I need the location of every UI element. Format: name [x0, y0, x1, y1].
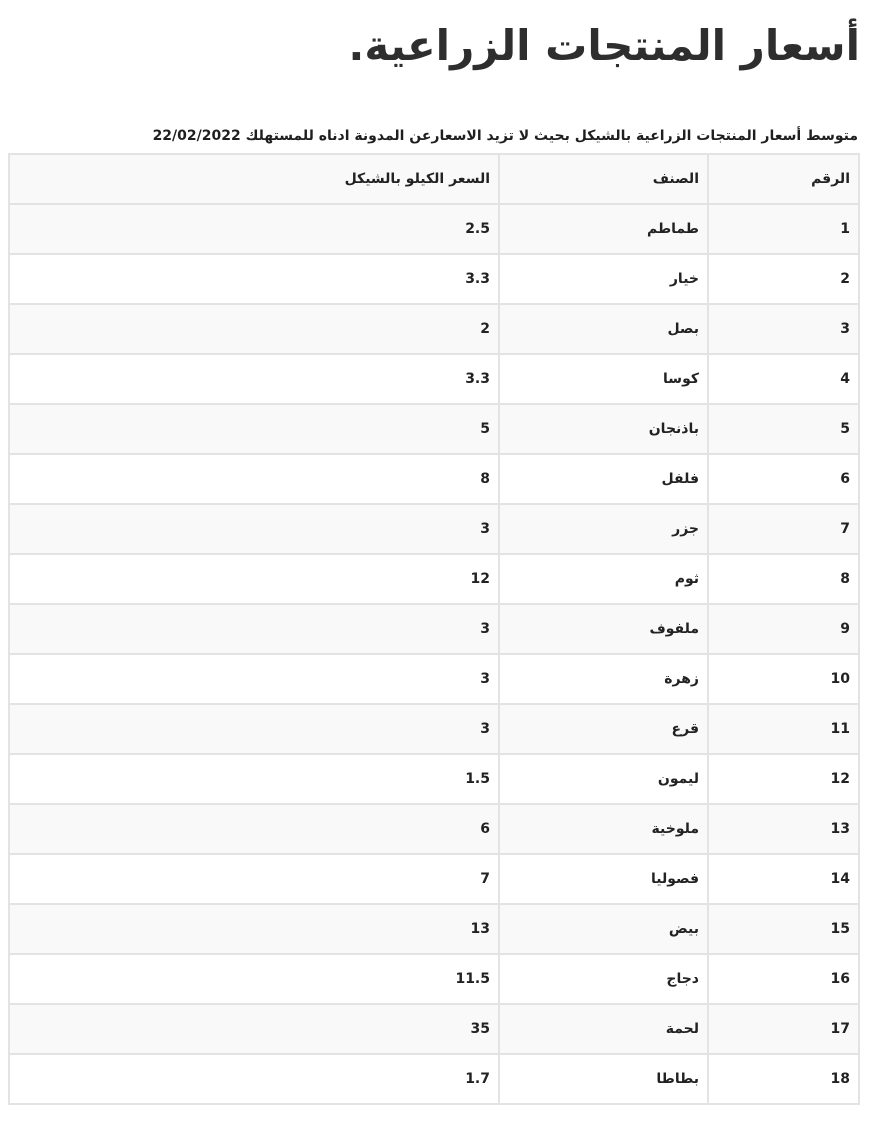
cell-number: 9 — [708, 604, 859, 654]
table-row — [9, 304, 859, 354]
cell-price: 7 — [9, 854, 499, 904]
cell-item: فصوليا — [499, 854, 708, 904]
cell-price: 3 — [9, 504, 499, 554]
cell-price: 2.5 — [9, 204, 499, 254]
table-row — [9, 204, 859, 254]
header-row — [9, 154, 859, 204]
table-row — [9, 554, 859, 604]
cell-number: 3 — [708, 304, 859, 354]
cell-number: 7 — [708, 504, 859, 554]
cell-price: 1.7 — [9, 1054, 499, 1104]
cell-item: باذنجان — [499, 404, 708, 454]
cell-item: طماطم — [499, 204, 708, 254]
cell-price: 3.3 — [9, 254, 499, 304]
cell-item: ملوخية — [499, 804, 708, 854]
table-row — [9, 904, 859, 954]
cell-price: 12 — [9, 554, 499, 604]
cell-number: 15 — [708, 904, 859, 954]
cell-number: 12 — [708, 754, 859, 804]
table-header — [9, 154, 859, 204]
cell-item: بيض — [499, 904, 708, 954]
cell-price: 1.5 — [9, 754, 499, 804]
cell-number: 18 — [708, 1054, 859, 1104]
table-row — [9, 804, 859, 854]
table-row — [9, 704, 859, 754]
table-row — [9, 1004, 859, 1054]
cell-item: جزر — [499, 504, 708, 554]
cell-item: زهرة — [499, 654, 708, 704]
cell-number: 11 — [708, 704, 859, 754]
cell-price: 35 — [9, 1004, 499, 1054]
table-row — [9, 504, 859, 554]
cell-item: ملفوف — [499, 604, 708, 654]
cell-number: 14 — [708, 854, 859, 904]
cell-number: 1 — [708, 204, 859, 254]
cell-price: 3.3 — [9, 354, 499, 404]
cell-price: 6 — [9, 804, 499, 854]
table-row — [9, 254, 859, 304]
cell-number: 4 — [708, 354, 859, 404]
cell-item: فلفل — [499, 454, 708, 504]
cell-price: 2 — [9, 304, 499, 354]
page-title: أسعار المنتجات الزراعية. — [348, 21, 860, 70]
table-row — [9, 404, 859, 454]
header-item: الصنف — [499, 154, 708, 204]
table-row — [9, 854, 859, 904]
table-row — [9, 754, 859, 804]
table-row — [9, 654, 859, 704]
cell-price: 13 — [9, 904, 499, 954]
cell-number: 10 — [708, 654, 859, 704]
table-row — [9, 604, 859, 654]
cell-item: بطاطا — [499, 1054, 708, 1104]
cell-price: 3 — [9, 604, 499, 654]
cell-number: 2 — [708, 254, 859, 304]
cell-price: 8 — [9, 454, 499, 504]
header-price: السعر الكيلو بالشيكل — [9, 154, 499, 204]
cell-item: خيار — [499, 254, 708, 304]
cell-item: دجاج — [499, 954, 708, 1004]
cell-price: 11.5 — [9, 954, 499, 1004]
cell-number: 17 — [708, 1004, 859, 1054]
table-row — [9, 1054, 859, 1104]
table-caption: متوسط أسعار المنتجات الزراعية بالشيكل بحيث لا تزيد الاسعارعن المدونة ادناه للمستهلك 22/02/2022 — [152, 128, 858, 144]
cell-item: ليمون — [499, 754, 708, 804]
cell-number: 5 — [708, 404, 859, 454]
cell-item: لحمة — [499, 1004, 708, 1054]
table-body — [9, 204, 859, 1104]
cell-number: 6 — [708, 454, 859, 504]
cell-price: 3 — [9, 704, 499, 754]
header-number: الرقم — [708, 154, 859, 204]
table-row — [9, 354, 859, 404]
table-row — [9, 954, 859, 1004]
cell-price: 3 — [9, 654, 499, 704]
cell-item: ثوم — [499, 554, 708, 604]
cell-item: قرع — [499, 704, 708, 754]
cell-item: بصل — [499, 304, 708, 354]
cell-item: كوسا — [499, 354, 708, 404]
cell-number: 16 — [708, 954, 859, 1004]
cell-number: 13 — [708, 804, 859, 854]
prices-table — [8, 153, 860, 1105]
table-row — [9, 454, 859, 504]
cell-price: 5 — [9, 404, 499, 454]
cell-number: 8 — [708, 554, 859, 604]
